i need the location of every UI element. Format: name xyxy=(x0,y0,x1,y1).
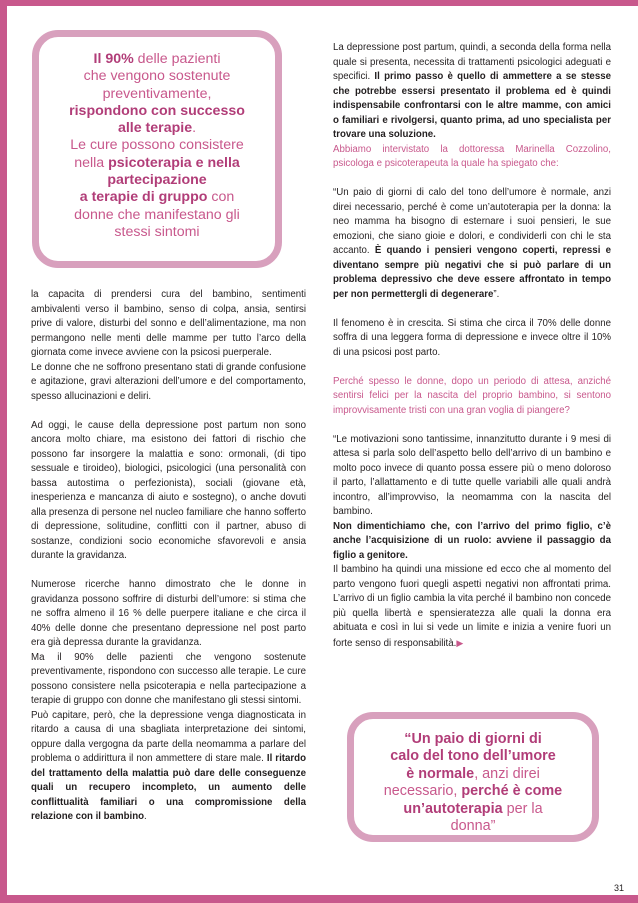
paragraph-text: La depressione post partum, quindi, a seconda della forma nella quale si presenta, necessita di trattamenti psicologici adeguati e specifici. xyxy=(333,42,611,82)
highlight-text: alle terapie xyxy=(117,120,193,137)
paragraph-text: Il bambino ha quindi una missione ed ecco che al momento del parto vengono fuori quegli aspetti negativi non affrontati prima. L’arrivo di un figlio cambia la vita perché il bambino non concede più quella libertà e spensieratezza alle quali la donna era abituata e così in lui si vede un limite e inizia a venire fuori un forte senso di responsabilità. xyxy=(333,564,611,649)
left-border xyxy=(0,0,7,903)
bottom-border xyxy=(0,895,638,903)
highlight-text: perché è come xyxy=(461,783,563,800)
pull-quote-line xyxy=(364,783,582,800)
pull-quote-line xyxy=(49,155,265,172)
pull-quote-box-top xyxy=(32,30,282,268)
pull-quote-line xyxy=(49,51,265,68)
highlight-text: un’autoterapia xyxy=(403,800,503,817)
interview-question: Perché spesso le donne, dopo un periodo di attesa, anziché sentirsi felici per la nascita del proprio bambino, si sentono improvvisamente tristi con una gran voglia di piangere? xyxy=(333,375,611,416)
highlight-text: Il 90% xyxy=(93,51,134,67)
pull-quote-line: Le cure possono consistere xyxy=(70,137,244,154)
paragraph xyxy=(333,41,611,143)
paragraph: “Le motivazioni sono tantissime, innanzitutto durante i 9 mesi di attesa si parla solo dell’aspetto bello dell’arrivo di un bambino e molto poco invece di quanto possa essere più o meno doloroso il parto, l’allattamento e di tutte quelle variabili alle quali andrà incontro, all’improvviso, la neomamma con la nascita del bambino. xyxy=(333,433,611,517)
pull-quote-line xyxy=(49,120,265,137)
highlight-text: a terapie di gruppo xyxy=(79,189,208,206)
paragraph: Ma il 90% delle pazienti che vengono sostenute preventivamente, rispondono con successo alle terapie. Le cure possono consistere nella psicoterapia e nella partecipazione a terapie di gruppo con donne che manifestano gli stessi sintomi. xyxy=(31,651,306,706)
highlight-text: psicoterapia e nella xyxy=(108,154,240,171)
pull-quote-line: calo del tono dell’umore xyxy=(390,748,556,765)
paragraph: Le donne che ne soffrono presentano stati di grande confusione e agitazione, gravi alterazioni dell’umore e del comportamento, spesso allucinazioni e deliri. xyxy=(31,361,306,402)
top-border xyxy=(0,0,638,6)
left-column xyxy=(31,288,306,825)
bold-text: Il ritardo del trattamento della malattia può dare delle conseguenze quali un recupero incompleto, un aumento delle conflittualità familiari o una compromissione della relazione con il bambino xyxy=(31,753,306,822)
paragraph: Il fenomeno è in crescita. Si stima che circa il 70% delle donne soffra di una leggera forma di depressione e invece oltre il 10% di una psicosi post parto. xyxy=(333,317,611,358)
highlight-text: è normale xyxy=(406,765,475,782)
paragraph: la capacita di prendersi cura del bambino, sentimenti ambivalenti verso il bambino, senso di colpa, ansia, sentirsi prive di valore, disturbi del sonno e dell’alimentazione, ma non permangono nelle menti delle mamme per tutto l’arco della giornata come invece avviene con la psicosi puerperale. xyxy=(31,289,306,358)
quote-text: nella xyxy=(74,154,109,171)
pull-quote-line: rispondono con successo xyxy=(69,102,245,119)
pull-quote-line xyxy=(364,801,582,818)
interview-intro: Abbiamo intervistato la dottoressa Marinella Cozzolino, psicologa e psicoterapeuta la quale ha spiegato che: xyxy=(333,143,611,169)
pull-quote-line xyxy=(364,766,582,783)
pull-quote-line: preventivamente, xyxy=(102,85,212,102)
pull-quote-line: donne che manifestano gli xyxy=(74,206,240,223)
paragraph: Non dimentichiamo che, con l’arrivo del primo figlio, c’è anche l’acquisizione di un ruolo: avviene il passaggio da figlio a genitore. xyxy=(333,520,611,561)
bold-text: È quando i pensieri vengono coperti, repressi e diventano sempre più negativi che si può parlare di un problema depressivo che deve essere affrontato in tempo per non permettergli di degenerare xyxy=(333,245,611,300)
pull-quote-line: donna” xyxy=(450,818,496,835)
pull-quote-line: che vengono sostenute xyxy=(83,68,231,85)
pull-quote-line: partecipazione xyxy=(107,172,207,189)
pull-quote-line xyxy=(49,189,265,206)
pull-quote-line: “Un paio di giorni di xyxy=(404,731,542,747)
quote-text: delle pazienti xyxy=(133,51,221,67)
page-number: 31 xyxy=(613,883,624,893)
quote-text: per la xyxy=(502,800,543,817)
paragraph-text: “Un paio di giorni di calo del tono dell’umore è normale, anzi direi necessario, perché è come un’autoterapia per la donna: la neo mamma ha bisogno di esternare i suoi pensieri, le sue emozioni, che siano gioie e dolori, e condividerli con chi le sta accanto. xyxy=(333,187,611,256)
paragraph: Ad oggi, le cause della depressione post partum non sono ancora molto chiare, ma esistono dei fattori di rischio che possono far insorgere la malattia e sono: ormonali, (di tipo sessuale e tiroideo), biologici, psicologici (una personalità con bassa autostima o perfezionista), sociali (giovane età, inesperienza e mancanza di aiuto e sostegno), o anche dovuti alla presenza di persone nel nucleo familiare che hanno sofferto di depressione, solitudine, conflitti con il partner, abuso di sostanze, condizioni socio economiche sfavorevoli e ansia durante la gravidanza. xyxy=(31,419,306,561)
paragraph xyxy=(31,709,306,825)
paragraph: Numerose ricerche hanno dimostrato che le donne in gravidanza possono soffrire di disturbi dell’umore: si stima che ne soffra almeno il 16 % delle puerpere italiane e che circa il 40% delle donne che presentano depressione nel post parto era già depressa durante la gravidanza. xyxy=(31,579,306,648)
paragraph-text: ”. xyxy=(493,288,500,300)
bold-text: Il primo passo è quello di ammettere a se stesse che potrebbe essersi presentato il problema ed è quindi indispensabile confrontarsi con le altre mamme, con amici o familiari e rivolgersi, quanto prima, ad uno specialista per trovare una soluzione. xyxy=(333,71,611,140)
paragraph-text: Può capitare, però, che la depressione venga diagnosticata in ritardo a causa di una sbagliata interpretazione dei sintomi, oppure dalla vergogna da parte della neomamma a parlare del problema o addirittura il non ammettere di stare male. xyxy=(31,709,306,764)
paragraph xyxy=(333,186,611,302)
quote-text: con xyxy=(207,189,235,206)
right-column xyxy=(333,41,611,651)
pull-quote-box-bottom xyxy=(347,712,599,842)
quote-text: necessario, xyxy=(383,783,462,800)
quote-text: , anzi direi xyxy=(474,765,540,782)
quote-text: . xyxy=(192,120,197,137)
end-of-article-triangle-icon: ▶ xyxy=(456,637,464,648)
paragraph xyxy=(333,563,611,651)
paragraph-text: . xyxy=(144,811,147,822)
pull-quote-line: stessi sintomi xyxy=(114,223,200,240)
